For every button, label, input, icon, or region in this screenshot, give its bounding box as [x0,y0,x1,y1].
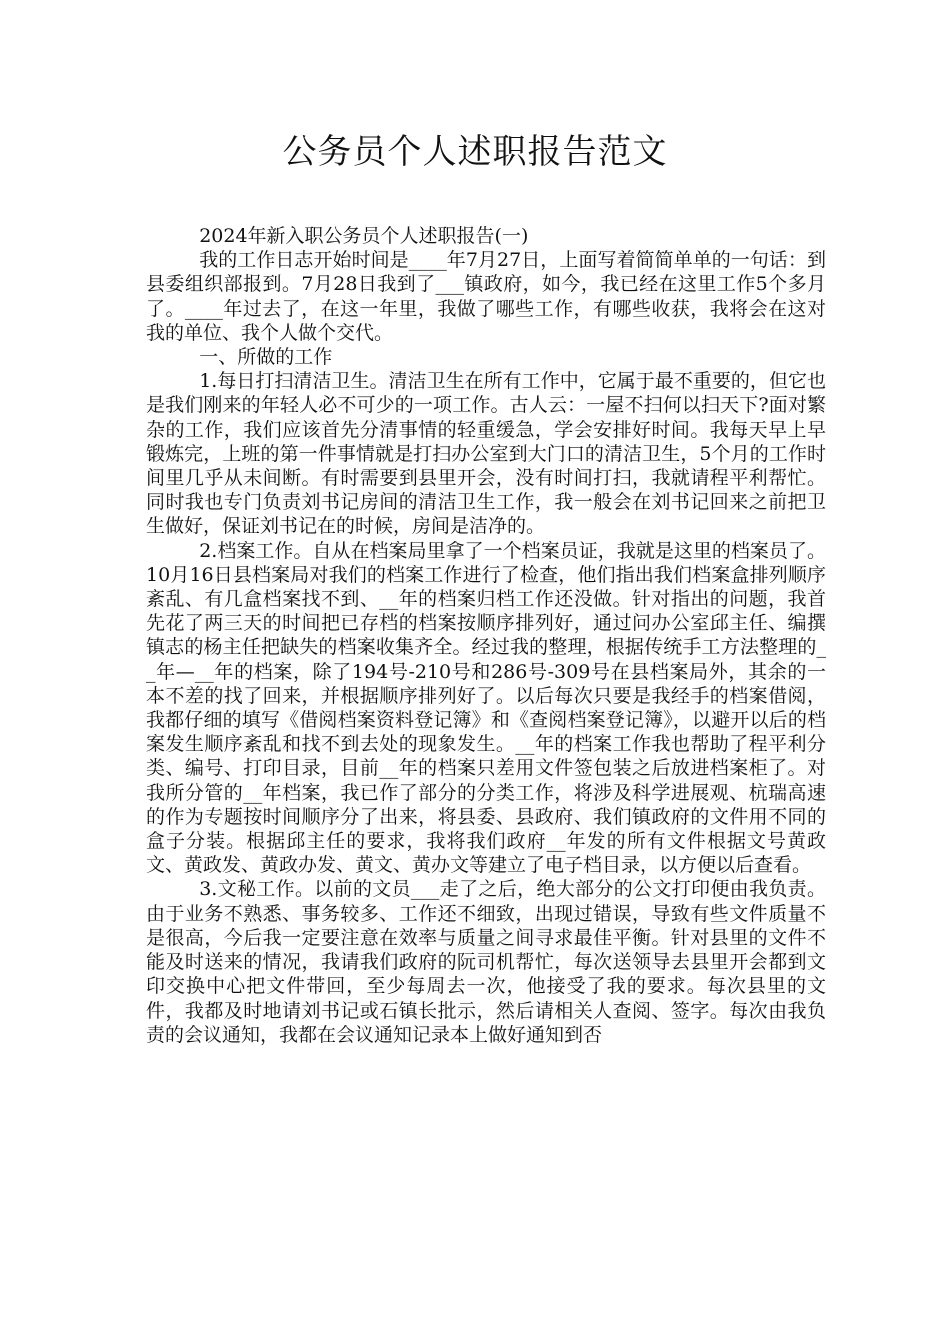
section-heading: 一、所做的工作 [199,346,333,369]
paragraph-archives: 2.档案工作。自从在档案局里拿了一个档案员证，我就是这里的档案员了。10月16日县档案局对我们的档案工作进行了检查，他们指出我们档案盒排列顺序紊乱、有几盒档案找不到、__年的档案归档工作还没做。针对指出的问题，我首先花了两三天的时间把已存档的档案按顺序排列好，通过问办公室邱主任、编撰镇志的杨主任把缺失的档案收集齐全。经过我的整理，根据传统手工方法整理的__年—__年的档案，除了194号-210号和286号-309号在县档案局外，其余的一本不差的找了回来，并根据顺序排列好了。以后每次只要是我经手的档案借阅，我都仔细的填写《借阅档案资料登记簿》和《查阅档案登记簿》，以避开以后的档案发生顺序紊乱和找不到去处的现象发生。__年的档案工作我也帮助了程平利分类、编号、打印目录，目前__年的档案只差用文件签包装之后放进档案柜了。对我所分管的__年档案，我已作了部分的分类工作，将涉及科学进展观、杭瑞高速的作为专题按时间顺序分了出来，将县委、县政府、我们镇政府的文件用不同的盒子分装。根据邱主任的要求，我将我们政府__年发的所有文件根据文号黄政文、黄政发、黄政办发、黄文、黄办文等建立了电子档目录，以方便以后查看。 [146,539,826,877]
paragraph-secretary: 3.文秘工作。以前的文员___走了之后，绝大部分的公文打印便由我负责。由于业务不熟悉、事务较多、工作还不细致，出现过错误，导致有些文件质量不是很高，今后我一定要注意在效率与质量之间寻求最佳平衡。针对县里的文件不能及时送来的情况，我请我们政府的阮司机帮忙，每次送领导去县里开会都到文印交换中心把文件带回，至少每周去一次，他接受了我的要求。每次县里的文件，我都及时地请刘书记或石镇长批示，然后请相关人查阅、签字。每次由我负责的会议通知，我都在会议通知记录本上做好通知到否 [146,878,826,1046]
document-title: 公务员个人述职报告范文 [282,132,668,172]
document-body [146,224,826,1047]
paragraph-intro: 我的工作日志开始时间是____年7月27日，上面写着简简单单的一句话：到县委组织部报到。7月28日我到了___镇政府，如今，我已经在这里工作5个多月了。____年过去了，在这一年里，我做了哪些工作，有哪些收获，我将会在这对我的单位、我个人做个交代。 [146,249,826,344]
report-subtitle: 2024年新入职公务员个人述职报告(一) [199,225,529,247]
paragraph-cleaning: 1.每日打扫清洁卫生。清洁卫生在所有工作中，它属于最不重要的，但它也是我们刚来的年轻人必不可少的一项工作。古人云：一屋不扫何以扫天下?面对繁杂的工作，我们应该首先分清事情的轻重缓急，学会安排好时间。我每天早上早锻炼完，上班的第一件事情就是打扫办公室到大门口的清洁卫生，5个月的工作时间里几乎从未间断。有时需要到县里开会，没有时间打扫，我就请程平利帮忙。同时我也专门负责刘书记房间的清洁卫生工作，我一般会在刘书记回来之前把卫生做好，保证刘书记在的时候，房间是洁净的。 [146,370,826,538]
